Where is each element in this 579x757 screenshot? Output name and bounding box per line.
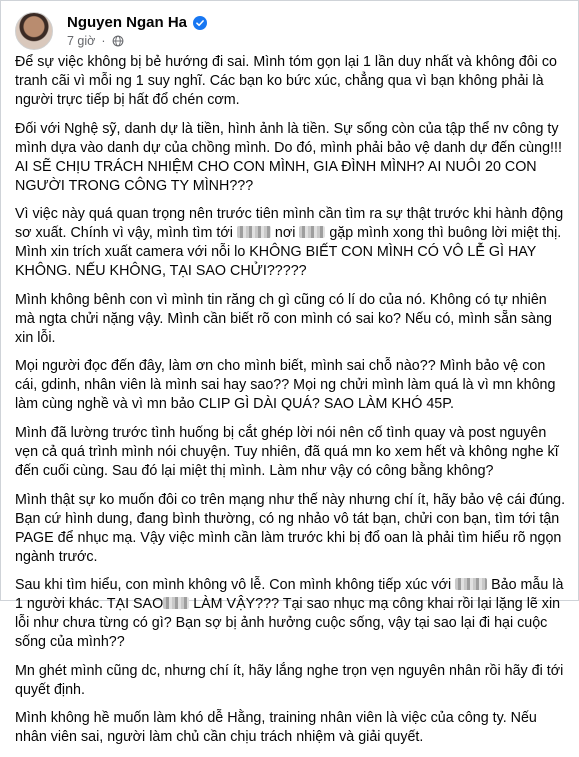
globe-icon bbox=[112, 35, 124, 47]
post-body bbox=[15, 53, 570, 757]
post-paragraph bbox=[15, 53, 570, 110]
post-header bbox=[15, 11, 207, 51]
post-paragraph bbox=[15, 709, 570, 747]
post-text: Mn ghét mình cũng dc, nhưng chí ít, hãy lắng nghe trọn vẹn nguyên nhân rồi hãy đi tới quyết định. bbox=[15, 662, 564, 698]
post-paragraph bbox=[15, 424, 570, 481]
post-text: Để sự việc không bị bẻ hướng đi sai. Mình tóm gọn lại 1 lần duy nhất và không đôi co tranh cãi vì mỗi ng 1 suy nghĩ. Các bạn ko bức xúc, chẳng qua vì bạn không phải là người trực tiếp bị hất đổ chén cơm. bbox=[15, 54, 557, 108]
post-paragraph bbox=[15, 491, 570, 567]
verified-badge-icon bbox=[193, 16, 207, 30]
post-text: nơi bbox=[270, 225, 300, 242]
post-text: Mình thật sự ko muốn đôi co trên mạng như thế này nhưng chí ít, hãy bảo vệ cái đúng. Bạn cứ hình dung, đang bình thường, có ng nhảo vô tát bạn, chửi con bạn, tìm tới tận PAGE để nhục mạ. Vậy việc mình cần làm trước khi bị đổ oan là phải tìm hiểu rõ ngọn ngành trước. bbox=[15, 491, 566, 565]
redacted-name bbox=[237, 226, 271, 238]
post-paragraph bbox=[15, 291, 570, 348]
post-time-row bbox=[67, 34, 207, 48]
redacted-name bbox=[299, 226, 325, 238]
redacted-name bbox=[163, 597, 189, 609]
author-row bbox=[67, 14, 207, 31]
post-paragraph bbox=[15, 120, 570, 196]
post-text: Mình không bênh con vì mình tin răng ch gì cũng có lí do của nó. Không có tự nhiên mà ngta chửi nặng vậy. Mình cần biết rõ con mình có sai ko? Nếu có, mình sẵn sàng xin lỗi. bbox=[15, 291, 552, 346]
post-text: Sau khi tìm hiểu, con mình không vô lễ. Con mình không tiếp xúc với bbox=[15, 577, 456, 594]
post-paragraph bbox=[15, 205, 570, 281]
post-text: Bảo mẫu là 1 người khác. TẠI SAO bbox=[15, 577, 564, 613]
post-text: Mình không hề muốn làm khó dễ Hằng, training nhân viên là việc của công ty. Nếu nhân viên sai, người làm chủ cần chịu trách nhiệm và giải quyết. bbox=[15, 710, 537, 746]
post-text: Đối với Nghệ sỹ, danh dự là tiền, hình ảnh là tiền. Sự sống còn của tập thể nv công ty mình dựa vào danh dự của chồng mình. Do đó, mình phải bảo vệ danh dự đến cùng!!! AI SẼ CHỊU TRÁCH NHIỆM CHO CON MÌNH, GIA ĐÌNH MÌNH? AI NUÔI 20 CON NGƯỜI TRONG CÔNG TY MÌNH??? bbox=[15, 120, 562, 194]
post-paragraph bbox=[15, 357, 570, 414]
post-text: Mọi người đọc đến đây, làm ơn cho mình biết, mình sai chỗ nào?? Mình bảo vệ con cái, gdinh, nhân viên là mình sai hay sao?? Mọi ng chửi mình làm quá là vì mn không làm cùng nghề và vì mn bảo CLIP GÌ DÀI QUÁ? SAO LÀM KHÓ 45P. bbox=[15, 358, 556, 413]
redacted-name bbox=[455, 578, 487, 590]
post-text: Mình đã lường trước tình huống bị cắt ghép lời nói nên cố tình quay và post nguyên vẹn cả quá trình mình nói chuyện. Tuy nhiên, đã quá mn ko xem hết và không nghe kĩ đến cuối cùng. Sau đó lại miệt thị mình. Làm như vậy có công bằng không? bbox=[15, 424, 559, 479]
post-paragraph bbox=[15, 576, 570, 652]
post-meta bbox=[67, 14, 207, 48]
post-text: LÀM VẬY??? Tại sao nhục mạ công khai rồi lại lặng lẽ xin lỗi như chưa từng có gì? Bạn sợ bị ảnh hưởng cuộc sống, vậy tại sao lại đi hại cuộc sống của mình?? bbox=[15, 596, 561, 651]
post-timestamp[interactable]: 7 giờ bbox=[67, 34, 96, 48]
post-paragraph bbox=[15, 662, 570, 700]
post-text: gặp mình xong thì buông lời miệt thị. Mình xin trích xuất camera với nỗi lo KHÔNG BIẾT CON MÌNH CÓ VÔ LỄ GÌ HAY KHÔNG. NẾU KHÔNG, TẠI SAO CHỬI????? bbox=[15, 225, 562, 280]
post-text: Vì việc này quá quan trọng nên trước tiên mình cần tìm ra sự thật trước khi hành động sơ xuất. Chính vì vậy, mình tìm tới bbox=[15, 206, 564, 242]
author-name[interactable]: Nguyen Ngan Ha bbox=[67, 14, 188, 31]
avatar[interactable] bbox=[15, 12, 53, 50]
separator-dot: · bbox=[101, 34, 106, 48]
